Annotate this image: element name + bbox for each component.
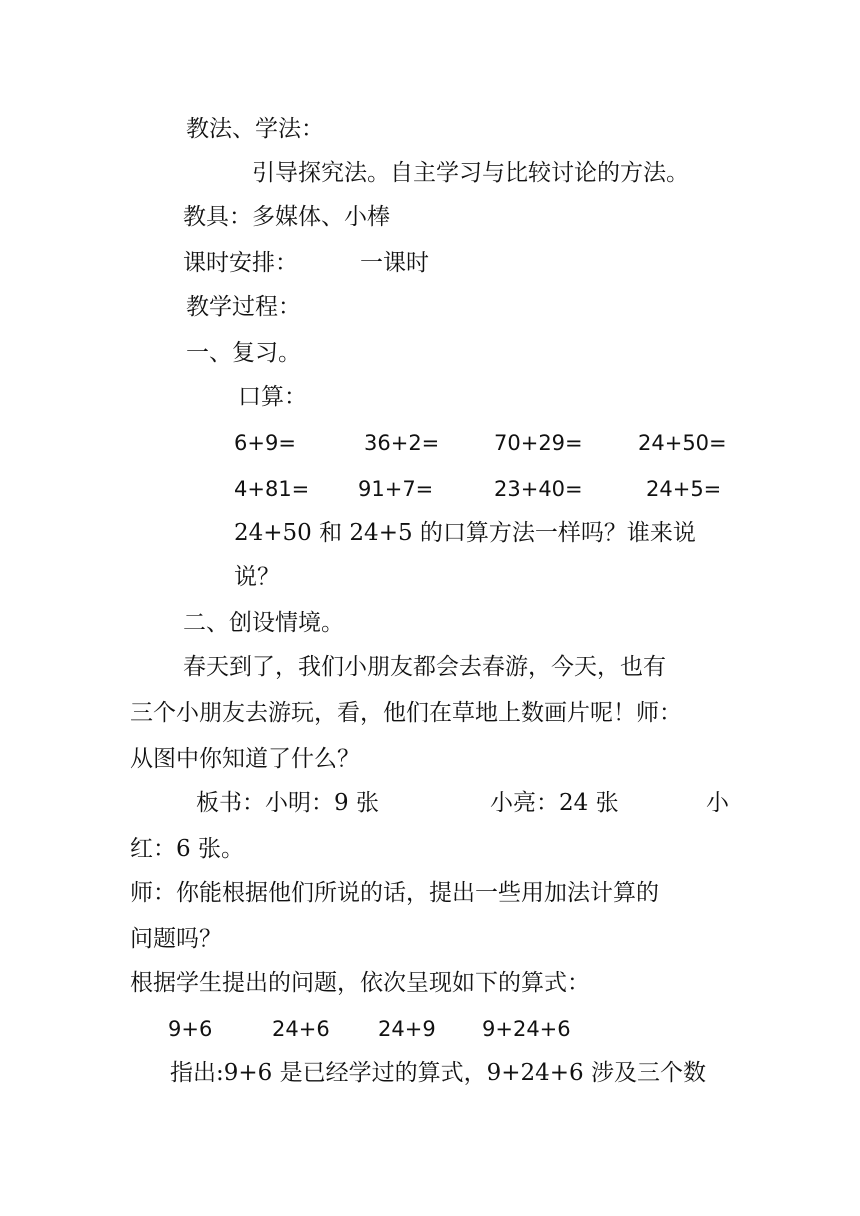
method-heading: 教法、学法：: [186, 116, 324, 142]
board-note-xiaohong-end: 红：6 张。: [130, 836, 244, 862]
oral-calc-label: 口算：: [238, 384, 307, 410]
tools-line: 教具：多媒体、小棒: [183, 204, 390, 230]
teacher-question-line1: 师：你能根据他们所说的话，提出一些用加法计算的: [130, 880, 659, 906]
board-note-xiaoliang: 小亮：24 张: [490, 790, 619, 816]
scenario-paragraph-line1: 春天到了，我们小朋友都会去春游，今天，也有: [183, 654, 666, 680]
calc-item: 91+7=: [358, 477, 434, 501]
calc-item: 6+9=: [234, 431, 296, 455]
review-question-line2: 说？: [234, 564, 280, 590]
review-question-line1: 24+50 和 24+5 的口算方法一样吗？谁来说: [234, 520, 696, 546]
scenario-paragraph-line2: 三个小朋友去游玩，看，他们在草地上数画片呢！师：: [130, 700, 682, 726]
calc-item: 23+40=: [494, 477, 583, 501]
section-review-heading: 一、复习。: [186, 340, 301, 366]
calc-item: 24+5=: [646, 477, 722, 501]
point-out-line: 指出:9+6 是已经学过的算式，9+24+6 涉及三个数: [170, 1060, 706, 1086]
section-scenario-heading: 二、创设情境。: [183, 610, 344, 636]
process-heading: 教学过程：: [186, 294, 301, 320]
calc-item: 36+2=: [364, 431, 440, 455]
board-note-xiaoming: 板书：小明：9 张: [196, 790, 379, 816]
formula-item: 9+6: [168, 1017, 213, 1041]
students-formula-intro: 根据学生提出的问题，依次呈现如下的算式：: [130, 970, 590, 996]
calc-item: 4+81=: [234, 477, 310, 501]
formula-item: 24+6: [272, 1017, 330, 1041]
schedule-label: 课时安排：: [183, 250, 298, 276]
teacher-question-line2: 问题吗？: [130, 926, 222, 952]
scenario-paragraph-line3: 从图中你知道了什么？: [130, 746, 360, 772]
method-text: 引导探究法。自主学习与比较讨论的方法。: [252, 160, 689, 186]
formula-item: 24+9: [378, 1017, 436, 1041]
formula-item: 9+24+6: [482, 1017, 571, 1041]
schedule-value: 一课时: [360, 250, 429, 276]
board-note-xiaohong-start: 小: [706, 790, 729, 816]
calc-item: 70+29=: [494, 431, 583, 455]
calc-item: 24+50=: [638, 431, 727, 455]
